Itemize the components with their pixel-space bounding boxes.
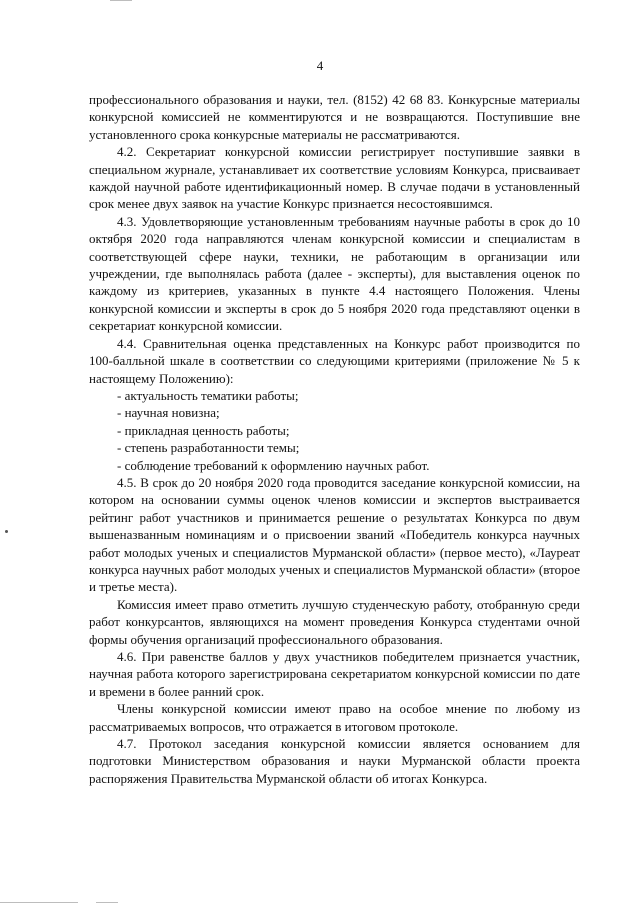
criteria-item: - соблюдение требований к оформлению научных работ. (117, 457, 430, 473)
scan-edge-mark-bottom-right (96, 902, 118, 903)
page-number: 4 (316, 58, 324, 73)
document-body (89, 91, 580, 787)
criteria-item: - степень разработанности темы; (117, 440, 300, 456)
paragraph-4-3: 4.3. Удовлетворяющие установленным требованиям научные работы в срок до 10 октября 2020 года направляются членам конкурсной комиссии и специалистам в соответствующей сфере науки, техники, не работающим в организации или учреждении, где выполнялась работа (далее - эксперты), для выставления оценок по каждому из критериев, указанных в пункте 4.4 настоящего Положения. Члены конкурсной комиссии и эксперты в срок до 5 ноября 2020 года представляют оценки в секретариат конкурсной комиссии. (89, 213, 580, 334)
scan-edge-mark-bottom-left (0, 902, 78, 903)
paragraph-4-7: 4.7. Протокол заседания конкурсной комиссии является основанием для подготовки Министерством образования и науки Мурманской области проекта распоряжения Правительства Мурманской области об итогах Конкурса. (89, 736, 580, 786)
criteria-list (89, 387, 580, 474)
paragraph-4-2: 4.2. Секретариат конкурсной комиссии регистрирует поступившие заявки в специальном журнале, устанавливает их соответствие условиям Конкурса, присваивает каждой научной работе идентификационный номер. В случае подачи в установленный срок менее двух заявок на участие Конкурс признается несостоявшимся. (89, 144, 580, 212)
scan-edge-mark-top (110, 0, 132, 1)
criteria-item: - актуальность тематики работы; (117, 387, 299, 403)
criteria-item: - прикладная ценность работы; (117, 422, 290, 438)
paragraph-student-award: Комиссия имеет право отметить лучшую студенческую работу, отобранную среди работ конкурсантов, являющихся на момент проведения Конкурса студентами очной формы обучения организаций профессионального образования. (89, 596, 580, 647)
paragraph-submission-terms: профессионального образования и науки, тел. (8152) 42 68 83. Конкурсные материалы конкурсной комиссией не комментируются и не возвращаются. Поступившие вне установленного срока конкурсные материалы не рассматриваются. (89, 92, 580, 142)
paragraph-4-4: 4.4. Сравнительная оценка представленных на Конкурс работ производится по 100-балльной шкале в соответствии со следующими критериями (приложение № 5 к настоящему Положению): (89, 335, 580, 386)
scan-dot-mark (5, 530, 8, 533)
criteria-item: - научная новизна; (117, 405, 220, 421)
paragraph-4-6: 4.6. При равенстве баллов у двух участников победителем признается участник, научная работа которого зарегистрирована секретариатом конкурсной комиссии по дате и времени в более ранний срок. (89, 649, 580, 699)
paragraph-dissent: Члены конкурсной комиссии имеют право на особое мнение по любому из рассматриваемых вопросов, что отражается в итоговом протоколе. (89, 701, 580, 734)
paragraph-4-5: 4.5. В срок до 20 ноября 2020 года проводится заседание конкурсной комиссии, на котором на основании суммы оценок членов комиссии и экспертов выстраивается рейтинг работ участников и принимается решение о результатах Конкурса по двум вышеназванным номинациям и о присвоении званий «Победитель конкурса научных работ молодых ученых и специалистов Мурманской области» (первое место), «Лауреат конкурса научных работ молодых ученых и специалистов Мурманской области» (второе и третье места). (89, 474, 580, 595)
